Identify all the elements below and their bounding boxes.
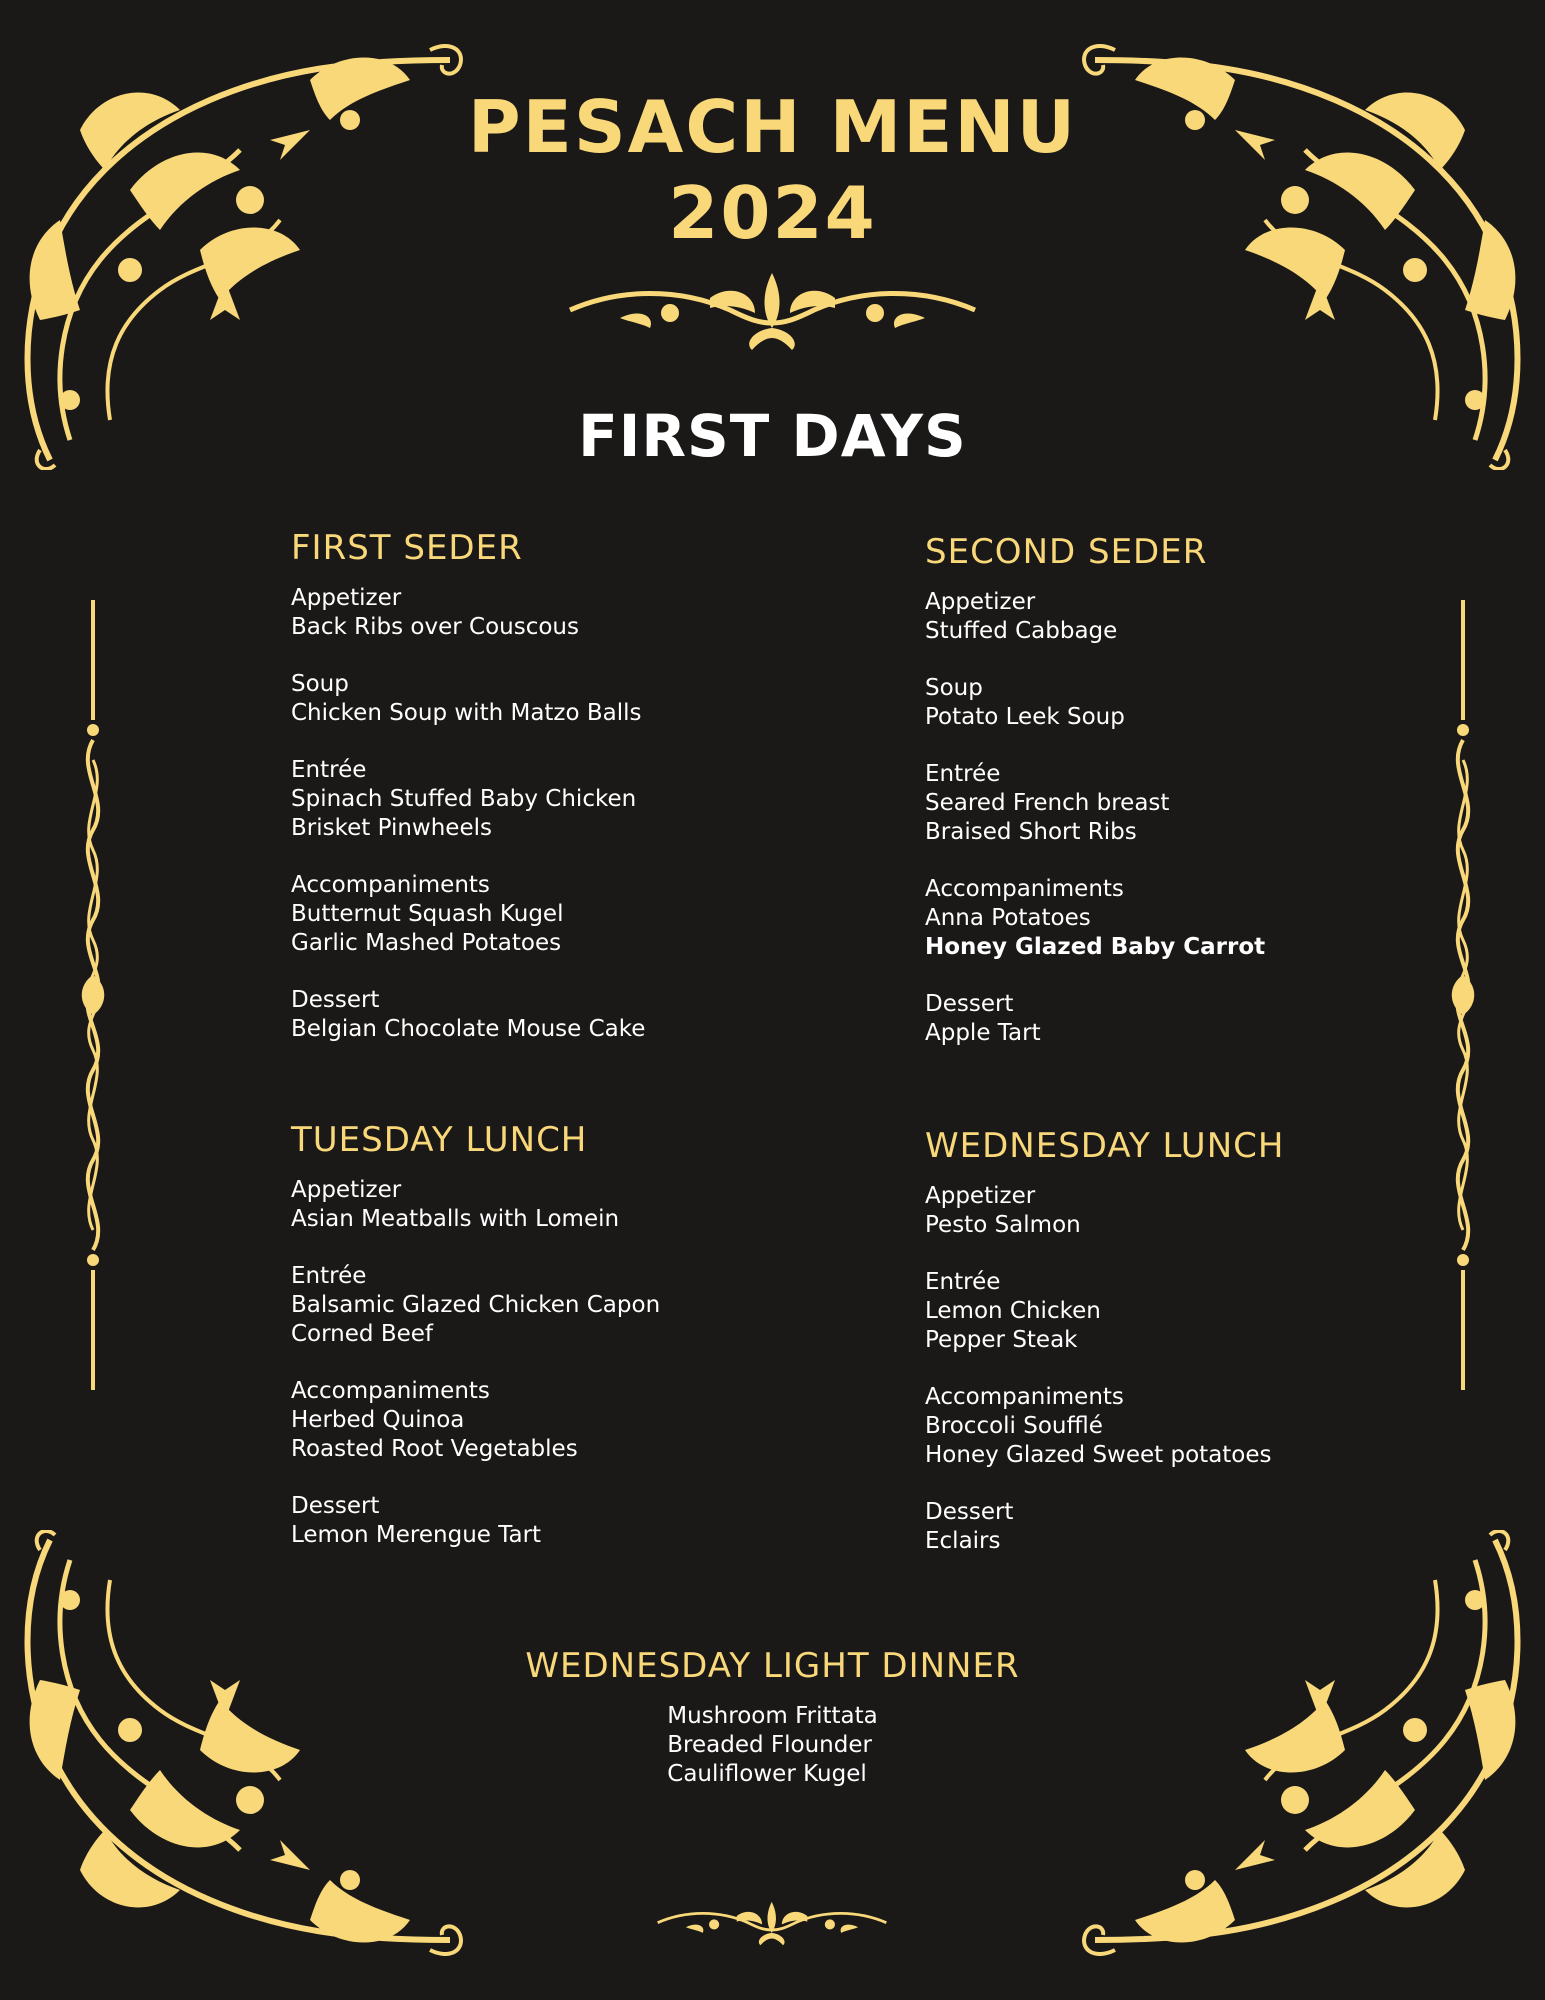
course-item: Brisket Pinwheels xyxy=(291,815,492,841)
course-label: Appetizer xyxy=(925,589,1036,615)
course-item: Asian Meatballs with Lomein xyxy=(291,1206,620,1232)
meal-first-seder xyxy=(291,526,851,1072)
meal-wednesday-light-dinner xyxy=(0,1644,1545,1789)
course-item: Honey Glazed Baby Carrot xyxy=(925,934,1266,960)
course-accompaniments xyxy=(291,1377,851,1464)
menu-year: 2024 xyxy=(668,171,877,255)
course-label: Accompaniments xyxy=(291,872,490,898)
course-item: Lemon Chicken xyxy=(925,1298,1101,1324)
course-label: Dessert xyxy=(291,1493,380,1519)
center-flourish-icon-top xyxy=(560,268,985,353)
course-item: Lemon Merengue Tart xyxy=(291,1522,542,1548)
course-item: Balsamic Glazed Chicken Capon xyxy=(291,1292,661,1318)
course-item: Herbed Quinoa xyxy=(291,1407,465,1433)
course-item: Broccoli Soufflé xyxy=(925,1413,1103,1439)
course-item: Eclairs xyxy=(925,1528,1001,1554)
meal-title: TUESDAY LUNCH xyxy=(291,1120,588,1160)
meal-title: FIRST SEDER xyxy=(291,528,523,568)
course-label: Entrée xyxy=(291,1263,367,1289)
menu-title: PESACH MENU xyxy=(467,85,1078,169)
meal-wednesday-lunch xyxy=(925,1124,1485,1584)
course-entree xyxy=(925,1268,1485,1355)
course-entree xyxy=(925,760,1485,847)
course-item: Butternut Squash Kugel xyxy=(291,901,564,927)
course-item: Back Ribs over Couscous xyxy=(291,614,579,640)
course-label: Entrée xyxy=(291,757,367,783)
course-accompaniments xyxy=(291,871,851,958)
course-label: Accompaniments xyxy=(925,876,1124,902)
course-item: Spinach Stuffed Baby Chicken xyxy=(291,786,637,812)
meal-second-seder xyxy=(925,530,1485,1076)
course-item: Braised Short Ribs xyxy=(925,819,1137,845)
course-appetizer xyxy=(925,1182,1485,1240)
course-item: Chicken Soup with Matzo Balls xyxy=(291,700,642,726)
dinner-item: Breaded Flounder xyxy=(667,1732,872,1758)
course-soup xyxy=(291,670,851,728)
course-item: Honey Glazed Sweet potatoes xyxy=(925,1442,1272,1468)
course-label: Dessert xyxy=(291,987,380,1013)
course-item: Apple Tart xyxy=(925,1020,1041,1046)
course-label: Accompaniments xyxy=(925,1384,1124,1410)
course-appetizer xyxy=(291,1176,851,1234)
course-item: Potato Leek Soup xyxy=(925,704,1125,730)
course-label: Dessert xyxy=(925,1499,1014,1525)
course-item: Garlic Mashed Potatoes xyxy=(291,930,562,956)
course-item: Belgian Chocolate Mouse Cake xyxy=(291,1016,646,1042)
course-label: Appetizer xyxy=(291,1177,402,1203)
course-item: Seared French breast xyxy=(925,790,1170,816)
course-item: Stuffed Cabbage xyxy=(925,618,1118,644)
course-item: Pesto Salmon xyxy=(925,1212,1081,1238)
course-dessert xyxy=(291,1492,851,1550)
course-accompaniments xyxy=(925,875,1485,962)
center-flourish-icon-bottom xyxy=(652,1898,892,1948)
section-title: FIRST DAYS xyxy=(578,402,967,470)
course-label: Entrée xyxy=(925,1269,1001,1295)
course-soup xyxy=(925,674,1485,732)
course-item: Pepper Steak xyxy=(925,1327,1078,1353)
course-item: Anna Potatoes xyxy=(925,905,1091,931)
course-appetizer xyxy=(291,584,851,642)
vertical-scroll-border-icon-left xyxy=(70,600,116,1390)
meal-tuesday-lunch xyxy=(291,1118,851,1578)
course-label: Appetizer xyxy=(925,1183,1036,1209)
course-entree xyxy=(291,1262,851,1349)
course-dessert xyxy=(925,1498,1485,1556)
course-appetizer xyxy=(925,588,1485,646)
dinner-item-list xyxy=(667,1702,877,1789)
meal-title: SECOND SEDER xyxy=(925,532,1208,572)
course-dessert xyxy=(925,990,1485,1048)
course-label: Entrée xyxy=(925,761,1001,787)
meal-title: WEDNESDAY LIGHT DINNER xyxy=(525,1646,1020,1686)
course-label: Soup xyxy=(925,675,983,701)
dinner-item: Mushroom Frittata xyxy=(667,1703,878,1729)
course-item: Corned Beef xyxy=(291,1321,433,1347)
course-label: Appetizer xyxy=(291,585,402,611)
course-label: Accompaniments xyxy=(291,1378,490,1404)
course-accompaniments xyxy=(925,1383,1485,1470)
course-entree xyxy=(291,756,851,843)
course-label: Dessert xyxy=(925,991,1014,1017)
dinner-item: Cauliflower Kugel xyxy=(667,1761,867,1787)
course-label: Soup xyxy=(291,671,349,697)
course-item: Roasted Root Vegetables xyxy=(291,1436,578,1462)
course-dessert xyxy=(291,986,851,1044)
meal-title: WEDNESDAY LUNCH xyxy=(925,1126,1285,1166)
